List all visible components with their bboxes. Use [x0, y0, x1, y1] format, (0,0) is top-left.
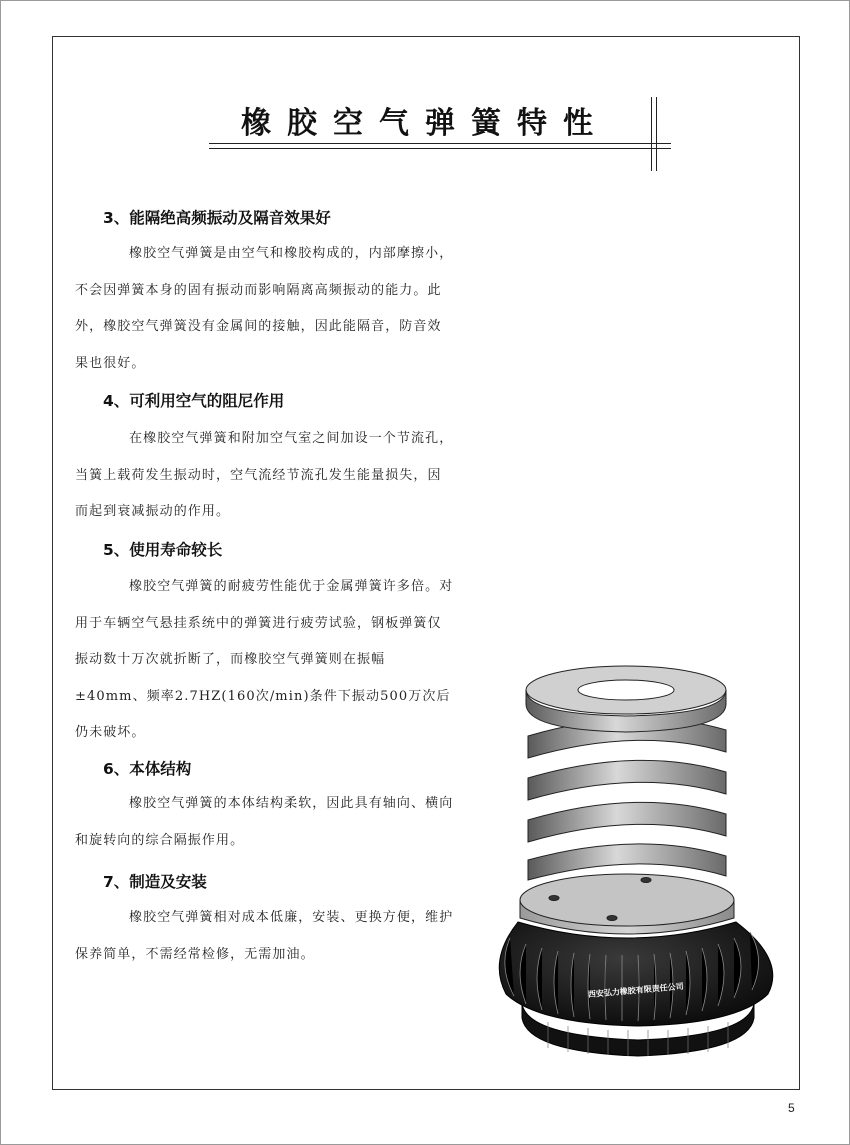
section-body: 橡胶空气弹簧的本体结构柔软，因此具有轴向、横向和旋转向的综合隔振作用。 [75, 796, 454, 848]
section-heading: 5、使用寿命较长 [103, 541, 223, 559]
title-vertical-rule [651, 97, 652, 171]
title-underline [209, 143, 671, 144]
section-heading: 4、可利用空气的阻尼作用 [103, 392, 285, 410]
bellows-label: 西安弘力橡胶有限责任公司 [587, 981, 684, 1000]
section-body: 橡胶空气弹簧相对成本低廉，安装、更换方便，维护保养简单，不需经常检修，无需加油。 [75, 910, 454, 962]
section-body: 在橡胶空气弹簧和附加空气室之间加设一个节流孔，当簧上载荷发生振动时，空气流经节流孔发生能量损失，因而起到衰减振动的作用。 [75, 431, 454, 519]
coil-spring [526, 666, 726, 880]
air-spring-illustration [488, 660, 788, 1065]
title-vertical-rule [656, 97, 657, 171]
section-heading: 7、制造及安装 [103, 873, 207, 891]
section-body: 橡胶空气弹簧的耐疲劳性能优于金属弹簧许多倍。对用于车辆空气悬挂系统中的弹簧进行疲劳试验，钢板弹簧仅振动数十万次就折断了，而橡胶空气弹簧则在振幅±40mm、频率2.7HZ(160次/min)条件下振动500万次后仍未破坏。 [75, 579, 454, 740]
section-heading: 6、本体结构 [103, 760, 192, 778]
top-plate [520, 874, 734, 934]
title-underline [209, 148, 671, 149]
rubber-bellows [499, 922, 773, 1056]
section-body: 橡胶空气弹簧是由空气和橡胶构成的，内部摩擦小，不会因弹簧本身的固有振动而影响隔离高频振动的能力。此外，橡胶空气弹簧没有金属间的接触，因此能隔音，防音效果也很好。 [75, 246, 454, 371]
page-title: 橡胶空气弹簧特性 [241, 106, 609, 141]
page-number: 5 [788, 1101, 795, 1115]
section-heading: 3、能隔绝高频振动及隔音效果好 [103, 209, 331, 227]
